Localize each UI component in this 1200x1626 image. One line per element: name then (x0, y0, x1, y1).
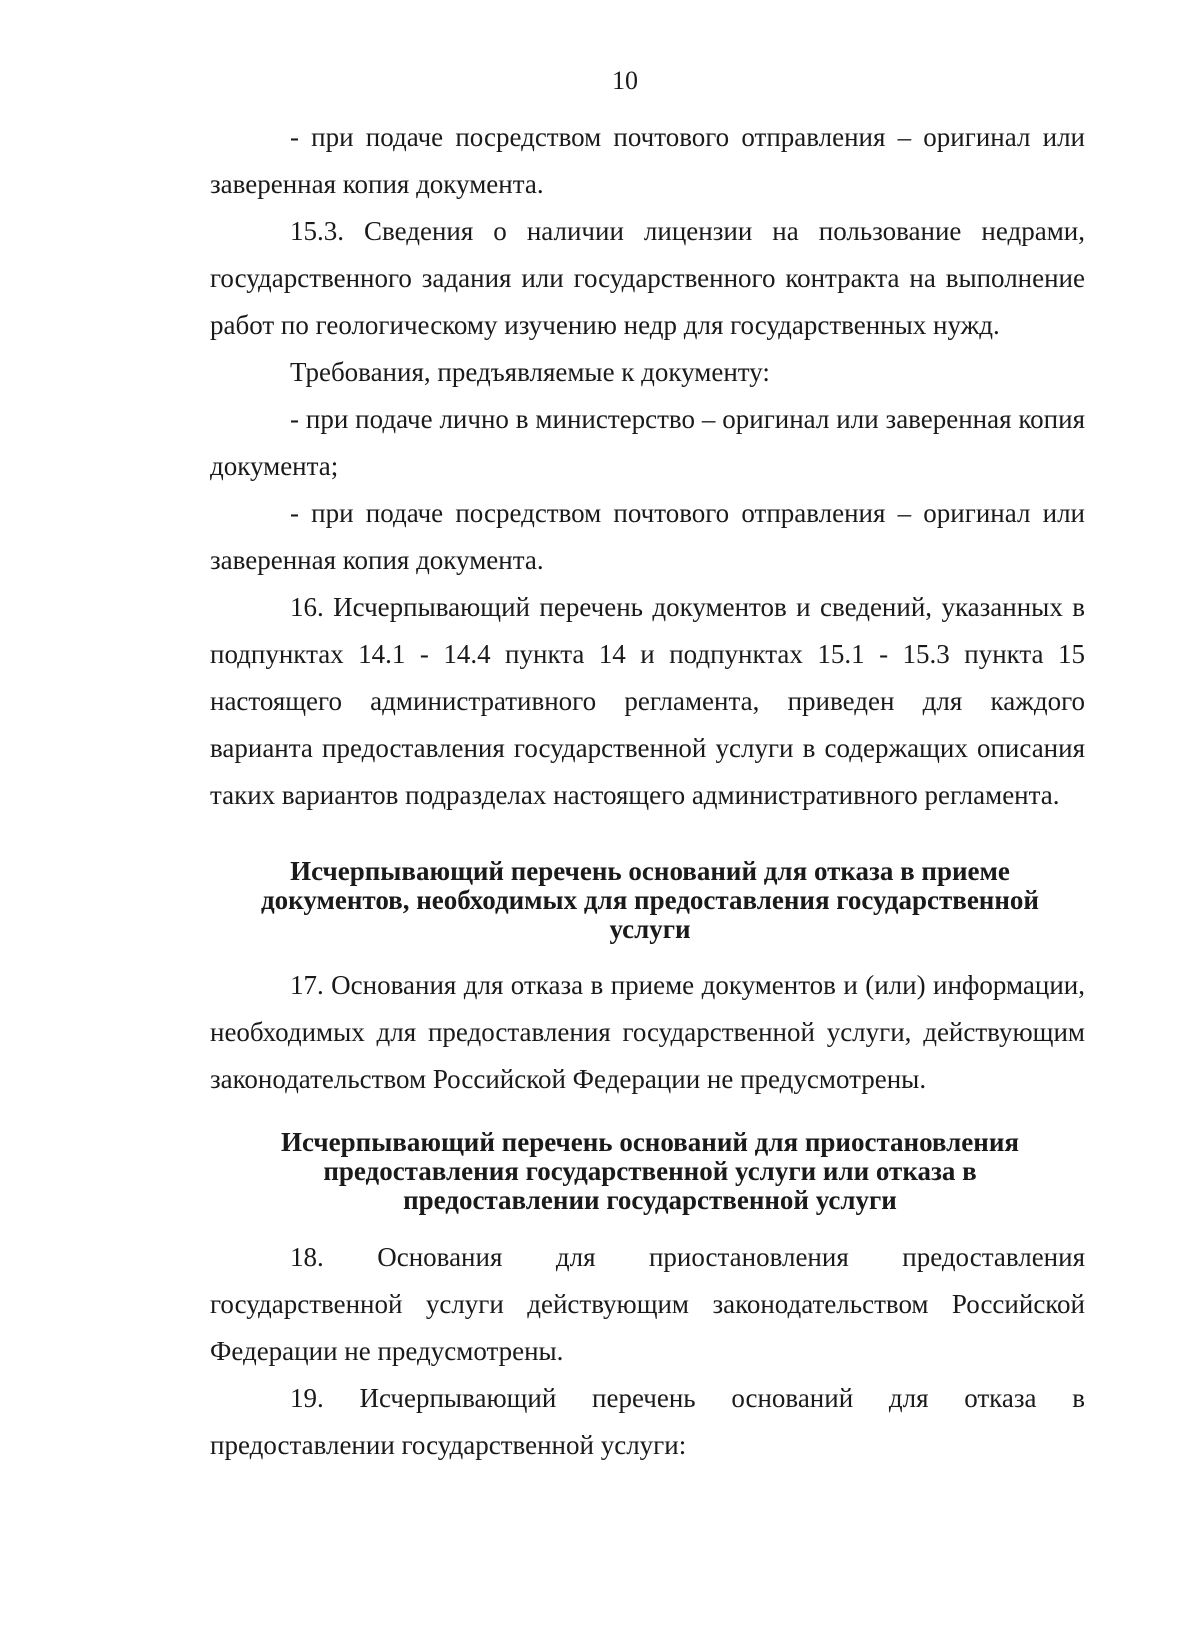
page-number: 10 (612, 66, 638, 95)
paragraph: - при подаче посредством почтового отправления – оригинал или заверенная копия документа. (210, 122, 1085, 199)
heading-line: услуги (609, 914, 691, 944)
paragraph: Требования, предъявляемые к документу: (290, 357, 770, 387)
heading-line: предоставлении государственной услуги (403, 1185, 897, 1215)
paragraph: - при подаче посредством почтового отправления – оригинал или заверенная копия документа. (210, 498, 1085, 575)
paragraph: 15.3. Сведения о наличии лицензии на пользование недрами, государственного задания или государственного контракта на выполнение работ по геологическому изучению недр для государственных нужд. (210, 216, 1085, 340)
paragraph: 16. Исчерпывающий перечень документов и сведений, указанных в подпунктах 14.1 - 14.4 пункта 14 и подпунктах 15.1 - 15.3 пункта 15 настоящего административного регламента, приведен для каждого варианта предоставления государственной услуги в содержащих описания таких вариантов подразделах настоящего административного регламента. (210, 592, 1085, 810)
section-heading (220, 1128, 1080, 1215)
heading-line: Исчерпывающий перечень оснований для приостановления (280, 1127, 1020, 1157)
paragraph: 17. Основания для отказа в приеме документов и (или) информации, необходимых для предоставления государственной услуги, действующим законодательством Российской Федерации не предусмотрены. (210, 970, 1085, 1094)
heading-line: предоставления государственной услуги или отказа в (323, 1156, 977, 1186)
body-text-block-2 (210, 962, 1085, 1103)
body-text-block-3 (210, 1234, 1085, 1469)
heading-line: Исчерпывающий перечень оснований для отказа в приеме (290, 856, 1010, 886)
paragraph: - при подаче лично в министерство – оригинал или заверенная копия документа; (210, 404, 1085, 481)
paragraph: 19. Исчерпывающий перечень оснований для отказа в предоставлении государственной услуги: (210, 1383, 1085, 1460)
paragraph: 18. Основания для приостановления предоставления государственной услуги действующим законодательством Российской Федерации не предусмотрены. (210, 1242, 1085, 1366)
section-heading (220, 857, 1080, 944)
body-text-block-1 (210, 114, 1085, 819)
heading-line: документов, необходимых для предоставления государственной (261, 885, 1039, 915)
